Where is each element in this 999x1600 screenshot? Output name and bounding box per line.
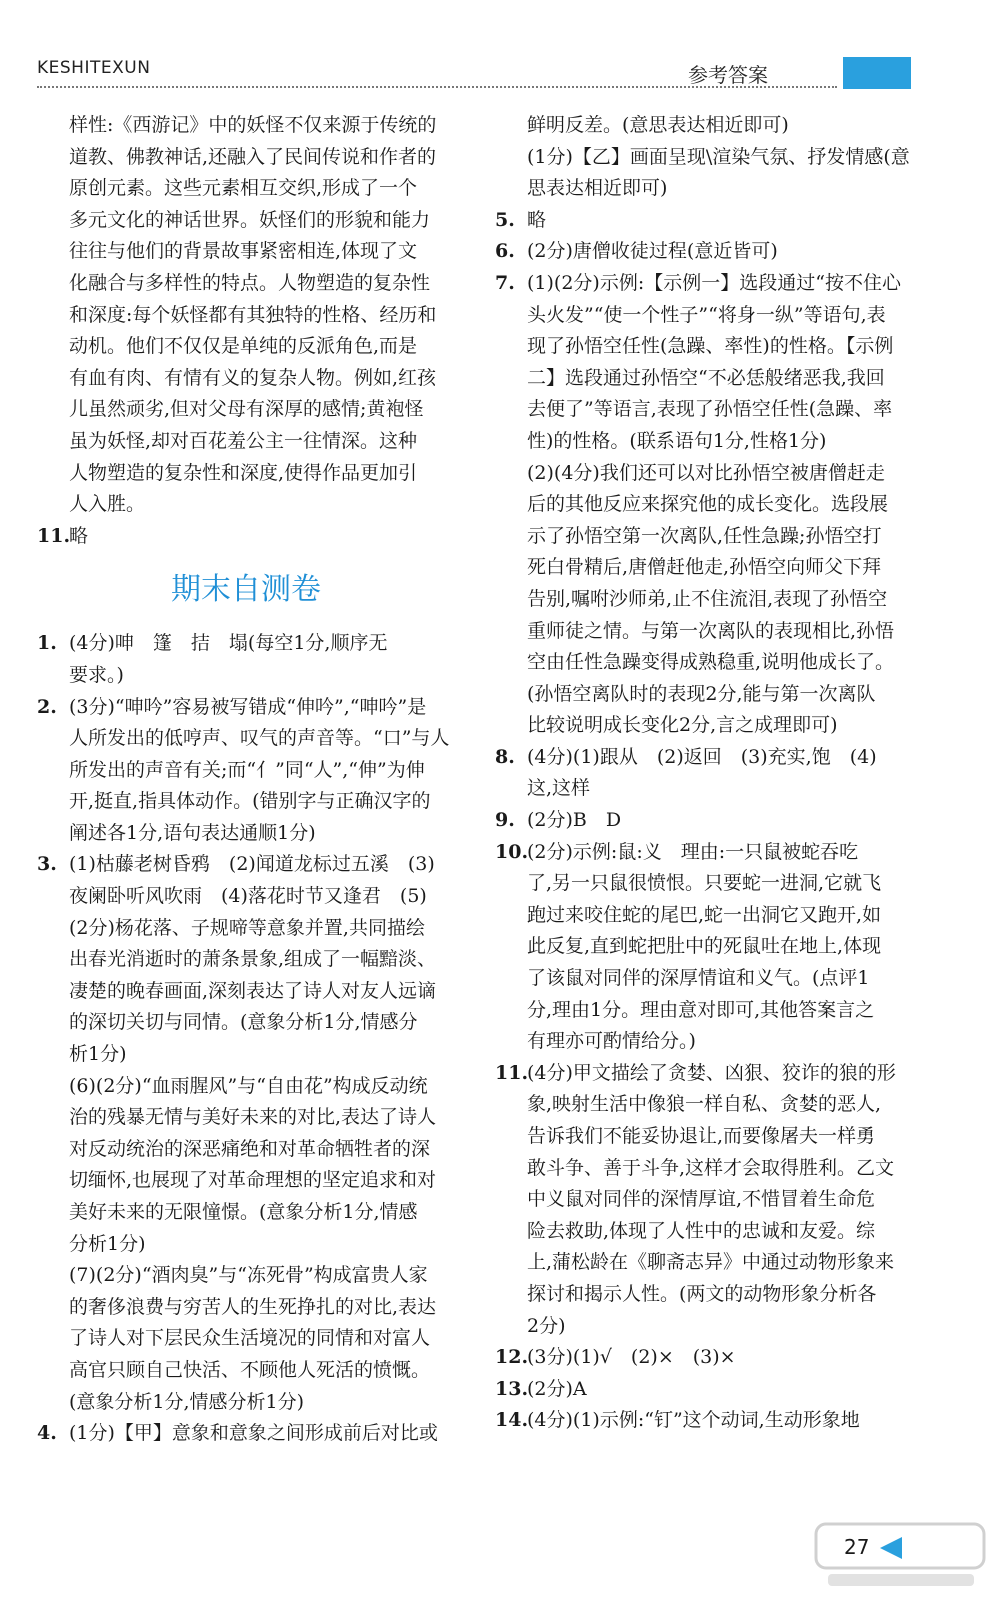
answer-item-9 [495, 805, 913, 837]
text-line: 对反动统治的深恶痛绝和对革命牺牲者的深 [69, 1137, 431, 1160]
item-number: 11. [37, 524, 71, 547]
answer-item-8 [495, 742, 913, 805]
text-line: (1)枯藤老树昏鸦 (2)闻道龙标过五溪 (3) [69, 853, 435, 876]
text-line: 原创元素。这些元素相互交织,形成了一个 [69, 177, 418, 200]
item-number: 2. [37, 695, 57, 718]
text-line: 和深度:每个妖怪都有其独特的性格、经历和 [69, 303, 437, 326]
answer-item-11-reading [495, 1058, 913, 1342]
text-line: 有血有肉、有情有义的复杂人物。例如,红孩 [69, 366, 437, 389]
answer-item-7 [495, 268, 913, 458]
text-line: 人物塑造的复杂性和深度,使得作品更加引 [69, 461, 418, 484]
watermark-logo-icon [812, 1518, 990, 1592]
text-line: 此反复,直到蛇把肚中的死鼠吐在地上,体现 [527, 935, 882, 958]
text-line: (4分)(1)跟从 (2)返回 (3)充实,饱 (4) [527, 745, 877, 768]
text-line: (1)(2分)示例:【示例一】选段通过“按不住心 [527, 271, 901, 294]
text-line: 略 [527, 208, 547, 231]
text-line: 的深切关切与同情。(意象分析1分,情感分 [69, 1011, 418, 1034]
text-line: 样性:《西游记》中的妖怪不仅来源于传统的 [69, 114, 437, 136]
answer-item-1 [37, 628, 455, 691]
text-line: 象,映射生活中像狼一样自私、贪婪的恶人, [527, 1093, 882, 1116]
sub-answer-7-2 [495, 458, 913, 742]
section-title: 期末自测卷 [171, 572, 321, 608]
item-number: 9. [495, 809, 515, 832]
text-line: 儿虽然顽劣,但对父母有深厚的感情;黄袍怪 [69, 398, 424, 421]
text-line: (3分)“呻吟”容易被写错成“伸吟”,“呻吟”是 [69, 695, 427, 718]
right-column [495, 110, 913, 1437]
text-line: 治的残暴无情与美好未来的对比,表达了诗人 [69, 1106, 437, 1129]
item-number: 5. [495, 208, 515, 231]
text-line: 跑过来咬住蛇的尾巴,蛇一出洞它又跑开,如 [527, 903, 882, 926]
text-line: 高官只顾自己快活、不顾他人死活的愤慨。 [69, 1358, 431, 1381]
text-line: 重师徒之情。与第一次离队的表现相比,孙悟 [527, 619, 895, 642]
text-line: 夜阑卧听风吹雨 (4)落花时节又逢君 (5) [69, 885, 427, 908]
text-line: 中义鼠对同伴的深情厚谊,不惜冒着生命危 [527, 1188, 876, 1211]
text-line: (6)(2分)“血雨腥风”与“自由花”构成反动统 [69, 1074, 428, 1097]
text-line: 比较说明成长变化2分,言之成理即可) [527, 714, 838, 737]
item-number: 12. [495, 1346, 529, 1369]
text-line: (2分)A [527, 1377, 587, 1400]
text-line: (孙悟空离队时的表现2分,能与第一次离队 [527, 682, 876, 705]
sub-answer-3-7 [37, 1260, 455, 1418]
text-line: 2分) [527, 1314, 566, 1337]
text-line: 所发出的声音有关;而“亻”同“人”,“伸”为伸 [69, 758, 425, 781]
text-line: (1分)【乙】画面呈现\渲染气氛、抒发情感(意 [527, 145, 910, 168]
text-line: 鲜明反差。(意思表达相近即可) [527, 114, 789, 136]
text-line: (2分)唐僧收徒过程(意近皆可) [527, 240, 778, 263]
text-line: 示了孙悟空第一次离队,任性急躁;孙悟空打 [527, 524, 882, 547]
text-line: 道教、佛教神话,还融入了民间传说和作者的 [69, 145, 437, 168]
text-line: 要求。) [69, 663, 124, 686]
text-line: 这,这样 [527, 777, 591, 800]
text-line: 人所发出的低哼声、叹气的声音等。“口”与人 [69, 727, 450, 750]
answer-item-14 [495, 1405, 913, 1437]
text-line: (4分)呻 篷 拮 塌(每空1分,顺序无 [69, 632, 388, 655]
page-number: 27 [844, 1535, 870, 1559]
text-line: 去便了”等语言,表现了孙悟空任性(急躁、率 [527, 398, 893, 421]
text-line: (2)(4分)我们还可以对比孙悟空被唐僧赶走 [527, 461, 885, 484]
continued-paragraph [37, 110, 455, 521]
text-line: (3分)(1)√ (2)× (3)× [527, 1346, 736, 1369]
text-line: (4分)(1)示例:“钉”这个动词,生动形象地 [527, 1409, 860, 1432]
text-line: 思表达相近即可) [527, 177, 668, 200]
item-number: 6. [495, 240, 515, 263]
answer-item-6 [495, 236, 913, 268]
text-line: 空由任性急躁变得成熟稳重,说明他成长了。 [527, 651, 895, 674]
text-line: 死白骨精后,唐僧赶他走,孙悟空向师父下拜 [527, 556, 882, 579]
text-line: 化融合与多样性的特点。人物塑造的复杂性 [69, 271, 431, 294]
text-line: 动机。他们不仅仅是单纯的反派角色,而是 [69, 335, 418, 358]
sub-answer-3-6 [37, 1071, 455, 1261]
answer-item-4 [37, 1418, 455, 1450]
text-line: 上,蒲松龄在《聊斋志异》中通过动物形象来 [527, 1251, 895, 1274]
answer-item-13 [495, 1374, 913, 1406]
answer-item-3 [37, 849, 455, 1070]
text-line: 二】选段通过孙悟空“不必恁般绪恶我,我回 [527, 366, 885, 389]
page-header [0, 0, 999, 96]
text-line: 了诗人对下层民众生活境况的同情和对富人 [69, 1327, 431, 1350]
item-number: 10. [495, 840, 529, 863]
left-column [37, 110, 455, 1450]
item-number: 3. [37, 853, 57, 876]
text-line: (4分)甲文描绘了贪婪、凶狠、狡诈的狼的形 [527, 1061, 896, 1084]
text-line: 告别,嘱咐沙师弟,止不住流泪,表现了孙悟空 [527, 587, 888, 610]
item-number: 7. [495, 271, 515, 294]
text-line: 开,挺直,指具体动作。(错别字与正确汉字的 [69, 790, 431, 813]
text-line: 虽为妖怪,却对百花羞公主一往情深。这种 [69, 429, 418, 452]
item-number: 11. [495, 1061, 529, 1084]
text-line: 头火发”“使一个性子”“将身一纵”等语句,表 [527, 303, 886, 326]
header-divider [37, 86, 837, 88]
section-label: 参考答案 [688, 63, 768, 87]
text-line: 了该鼠对同伴的深厚情谊和义气。(点评1 [527, 967, 870, 990]
text-line: 敢斗争、善于斗争,这样才会取得胜利。乙文 [527, 1156, 895, 1179]
text-line: 分,理由1分。理由意对即可,其他答案言之 [527, 998, 875, 1021]
item-number: 8. [495, 745, 515, 768]
text-line: (意象分析1分,情感分析1分) [69, 1390, 305, 1413]
item-number: 4. [37, 1422, 57, 1445]
answer-item-10 [495, 837, 913, 1058]
brand-text: KESHITEXUN [37, 58, 151, 78]
text-line: 多元文化的神话世界。妖怪们的形貌和能力 [69, 208, 431, 231]
text-line: 切缅怀,也展现了对革命理想的坚定追求和对 [69, 1169, 437, 1192]
answer-item-2 [37, 692, 455, 850]
answer-item-5 [495, 205, 913, 237]
text-line: 出春光消逝时的萧条景象,组成了一幅黯淡、 [69, 948, 437, 971]
text-line: 析1分) [69, 1043, 127, 1066]
text-line: (2分)示例:鼠:义 理由:一只鼠被蛇吞吃 [527, 840, 859, 863]
item-number: 1. [37, 632, 57, 655]
text-line: 了,另一只鼠很愤恨。只要蛇一进洞,它就飞 [527, 872, 882, 895]
text-line: 人入胜。 [69, 493, 146, 516]
text-line: (1分)【甲】意象和意象之间形成前后对比或 [69, 1422, 438, 1445]
text-line: (7)(2分)“酒肉臭”与“冻死骨”构成富贵人家 [69, 1264, 428, 1287]
continued-answer-4 [495, 110, 913, 142]
text-line: 后的其他反应来探究他的成长变化。选段展 [527, 493, 889, 516]
text-line: 探讨和揭示人性。(两文的动物形象分析各 [527, 1282, 877, 1305]
text-line: 凄楚的晚春画面,深刻表达了诗人对友人远谪 [69, 979, 437, 1002]
item-number: 14. [495, 1409, 529, 1432]
text-line: 往往与他们的背景故事紧密相连,体现了文 [69, 240, 418, 263]
text-line: 略 [69, 524, 89, 547]
answer-item-11 [37, 521, 455, 553]
answer-item-12 [495, 1342, 913, 1374]
text-line: 告诉我们不能妥协退让,而要像屠夫一样勇 [527, 1125, 876, 1147]
text-line: 阐述各1分,语句表达通顺1分) [69, 821, 316, 844]
text-line: (2分)B D [527, 809, 622, 832]
text-line: 性)的性格。(联系语句1分,性格1分) [527, 429, 827, 452]
text-line: 有理亦可酌情给分。) [527, 1030, 696, 1053]
continued-answer-4-b [495, 142, 913, 205]
text-line: 的奢侈浪费与穷苦人的生死挣扎的对比,表达 [69, 1295, 437, 1318]
text-line: (2分)杨花落、子规啼等意象并置,共同描绘 [69, 916, 425, 939]
text-line: 险去救助,体现了人性中的忠诚和友爱。综 [527, 1219, 876, 1242]
text-line: 美好未来的无限憧憬。(意象分析1分,情感 [69, 1201, 418, 1223]
text-line: 现了孙悟空任性(急躁、率性)的性格。【示例 [527, 335, 894, 358]
item-number: 13. [495, 1377, 529, 1400]
header-color-tab [843, 57, 911, 89]
text-line: 分析1分) [69, 1232, 146, 1255]
